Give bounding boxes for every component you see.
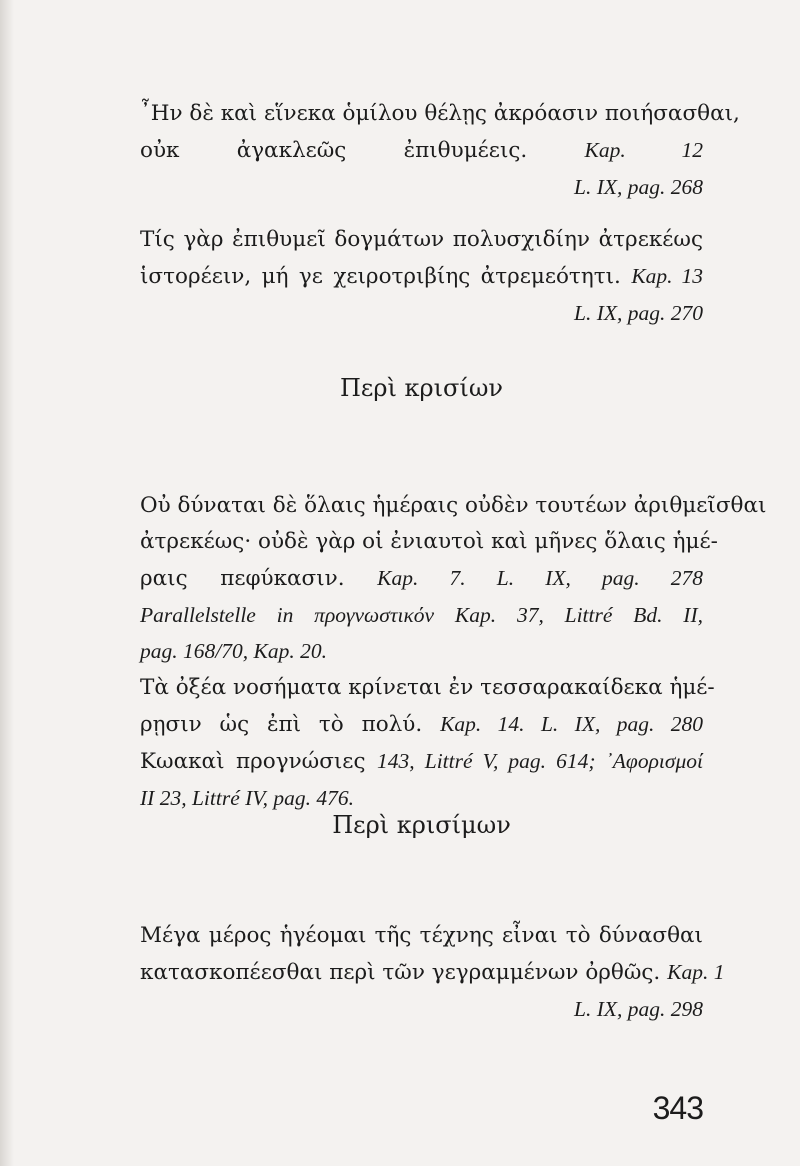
littre-reference: L. IX, pag. 298 xyxy=(574,997,703,1021)
littre-reference: L. IX, pag. 268 xyxy=(574,175,703,199)
text-line: Μέγα μέρος ἡγέομαι τῆς τέχνης εἶναι τὸ δύνασθαι xyxy=(140,923,703,948)
paragraph-2 xyxy=(140,222,703,331)
paragraph-4 xyxy=(140,670,715,816)
parallel-reference: pag. 168/70, Kap. 20. xyxy=(140,639,327,663)
text-line xyxy=(140,706,703,743)
kap-reference: Kap. 12 xyxy=(584,138,704,162)
text-line xyxy=(140,954,725,991)
text-line xyxy=(140,560,703,597)
paragraph-1 xyxy=(140,96,740,205)
line-text: οὐκ ἀγακλεῶς ἐπιθυμέεις. xyxy=(140,138,528,163)
text-line: ῏Ην δὲ καὶ εἵνεκα ὁμίλου θέλῃς ἀκρόασιν ποιήσασθαι, xyxy=(140,101,740,126)
parallel-reference: II 23, Littré IV, pag. 476. xyxy=(140,786,355,810)
page-number: 343 xyxy=(652,1090,703,1126)
paragraph-3 xyxy=(140,488,767,669)
text-line: ἀτρεκέως· οὐδὲ γὰρ οἱ ἐνιαυτοὶ καὶ μῆνες ὅλαις ἡμέ- xyxy=(140,529,718,554)
kap-reference: Kap. 7. L. IX, pag. 278 xyxy=(377,566,704,590)
line-text: κατασκοπέεσθαι περὶ τῶν γεγραμμένων ὀρθῶς. xyxy=(140,960,661,985)
text-line: Τίς γὰρ ἐπιθυμεῖ δογμάτων πολυσχιδίην ἀτρεκέως xyxy=(140,227,703,252)
text-line: Τὰ ὀξέα νοσήματα κρίνεται ἐν τεσσαρακαίδεκα ἡμέ- xyxy=(140,675,715,700)
section-heading-krisimon: Περὶ κρισίμων xyxy=(332,811,511,839)
text-line xyxy=(140,258,703,295)
paragraph-5 xyxy=(140,918,725,1027)
text-line: Οὐ δύναται δὲ ὅλαις ἡμέραις οὐδὲν τουτέων ἀριθμεῖσθαι xyxy=(140,493,767,518)
parallel-reference: Parallelstelle in προγνωστικόν Kap. 37, Littré Bd. II, xyxy=(140,603,703,627)
parallel-reference: 143, Littré V, pag. 614; ᾿Αφορισμοί xyxy=(377,749,703,773)
kap-reference: Kap. 14. L. IX, pag. 280 xyxy=(440,712,703,736)
kap-reference: Kap. 13 xyxy=(631,264,703,288)
section-heading-krision: Περὶ κρισίων xyxy=(340,374,503,402)
line-text: ἱστορέειν, μή γε χειροτριβίης ἀτρεμεότητι. xyxy=(140,264,621,289)
text-line xyxy=(140,743,703,780)
line-text: ραις πεφύκασιν. xyxy=(140,566,345,591)
line-text: ρῃσιν ὡς ἐπὶ τὸ πολύ. xyxy=(140,712,423,737)
littre-reference: L. IX, pag. 270 xyxy=(574,301,703,325)
line-text: Κωακαὶ προγνώσιες xyxy=(140,749,366,774)
text-line xyxy=(140,132,703,169)
kap-reference: Kap. 1 xyxy=(667,960,725,984)
page-edge-shadow xyxy=(0,0,14,1166)
